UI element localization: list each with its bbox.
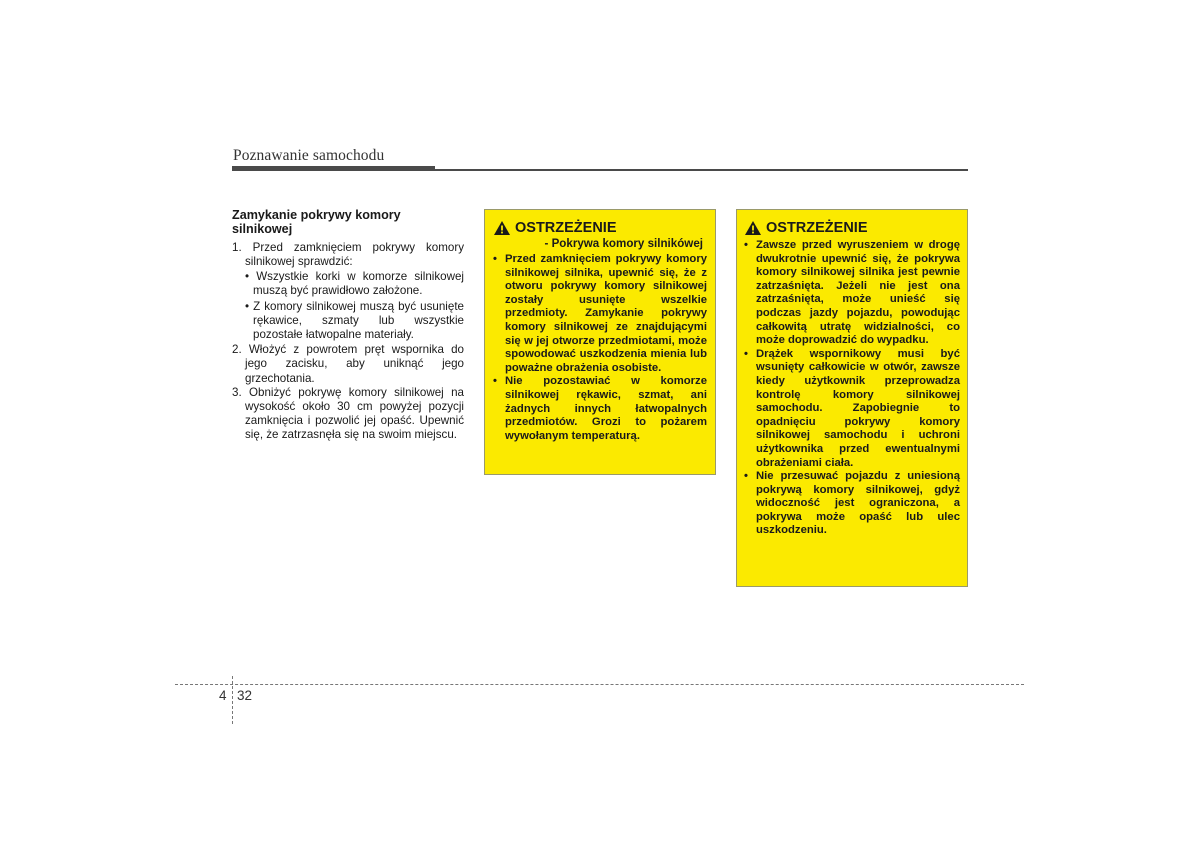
- header-rule-thin: [435, 169, 968, 171]
- warning-item: • Przed zamknięciem pokrywy komory silnikowej silnika, upewnić się, że z otworu pokrywy komory silnikowej zostały usunięte wszelkie przedmioty. Zamykanie pokrywy komory silnikowej ze znajdującymi się w jej otworze przedmiotami, może spowodować uszkodzenia mienia lub poważne obrażenia osobiste.: [493, 253, 707, 374]
- warning-item: • Nie pozostawiać w komorze silnikowej rękawic, szmat, ani żadnych innych łatwopalnych przedmiotów. Grozi to pożarem wywołanym temperaturą.: [493, 375, 707, 442]
- warning-subtitle: - Pokrywa komory silnikówej: [544, 237, 703, 250]
- bullet: •: [493, 375, 497, 388]
- footer-divider: [232, 676, 233, 724]
- step-1-subitem-1: • Wszystkie korki w komorze silnikowej muszą być prawidłowo założone.: [245, 270, 464, 298]
- header-rule: [232, 166, 968, 172]
- header-rule-thick: [232, 166, 435, 171]
- footer-rule: [175, 684, 1024, 685]
- warning-title: OSTRZEŻENIE: [515, 220, 617, 236]
- warning-triangle-icon: [744, 220, 762, 236]
- step-2: 2. Włożyć z powrotem pręt wspornika do jego zacisku, aby uniknąć jego grzechotania.: [232, 343, 464, 385]
- bullet: •: [744, 470, 748, 483]
- warning-box-hood: [484, 209, 716, 475]
- page-number: 32: [237, 688, 253, 703]
- section-heading: Zamykanie pokrywy komory silnikowej: [232, 208, 401, 237]
- chapter-number: 4: [219, 688, 227, 703]
- warning-triangle-icon: [493, 220, 511, 236]
- warning-title-row: [744, 220, 960, 236]
- warning-item: • Zawsze przed wyruszeniem w drogę dwukrotnie upewnić się, że pokrywa komory silnikowej silnika jest pewnie zatrzaśnięta. Jeżeli nie jest ona zatrzaśnięta, może unieść się podczas jazdy pojazdu, powodując całkowitą utratę widzialności, co może doprowadzić do wypadku.: [744, 239, 960, 347]
- warning-item: • Nie przesuwać pojazdu z uniesioną pokrywą komory silnikowej, gdyż widoczność jest ograniczona, a pokrywa może opaść lub ulec uszkodzeniu.: [744, 470, 960, 537]
- bullet: •: [744, 347, 748, 360]
- step-3: 3. Obniżyć pokrywę komory silnikowej na wysokość około 30 cm powyżej pozycji zamknięcia i pozwolić jej opaść. Upewnić się, że zatrzasnęła się na swoim miejscu.: [232, 385, 464, 442]
- warning-box-driving: [736, 209, 968, 587]
- warning-title: OSTRZEŻENIE: [766, 220, 868, 236]
- warning-title-row: [493, 220, 707, 236]
- warning-item: • Drążek wspornikowy musi być wsunięty całkowicie w otwór, zawsze kiedy użytkownik przeprowadza kontrolę komory silnikowej samochodu. Zapobiegnie to opadnięciu pokrywy komory silnikowej samochodu i uchroni użytkownika przed ewentualnymi obrażeniami ciała.: [744, 347, 960, 469]
- step-1-subitem-2: • Z komory silnikowej muszą być usunięte rękawice, szmaty lub wszystkie pozostałe łatwopalne materiały.: [245, 299, 464, 342]
- page-header-title: Poznawanie samochodu: [233, 147, 385, 164]
- bullet: •: [744, 239, 748, 251]
- step-1: 1. Przed zamknięciem pokrywy komory silnikowej sprawdzić:: [232, 240, 464, 269]
- bullet: •: [493, 253, 497, 265]
- hood-closing-section: [232, 208, 464, 443]
